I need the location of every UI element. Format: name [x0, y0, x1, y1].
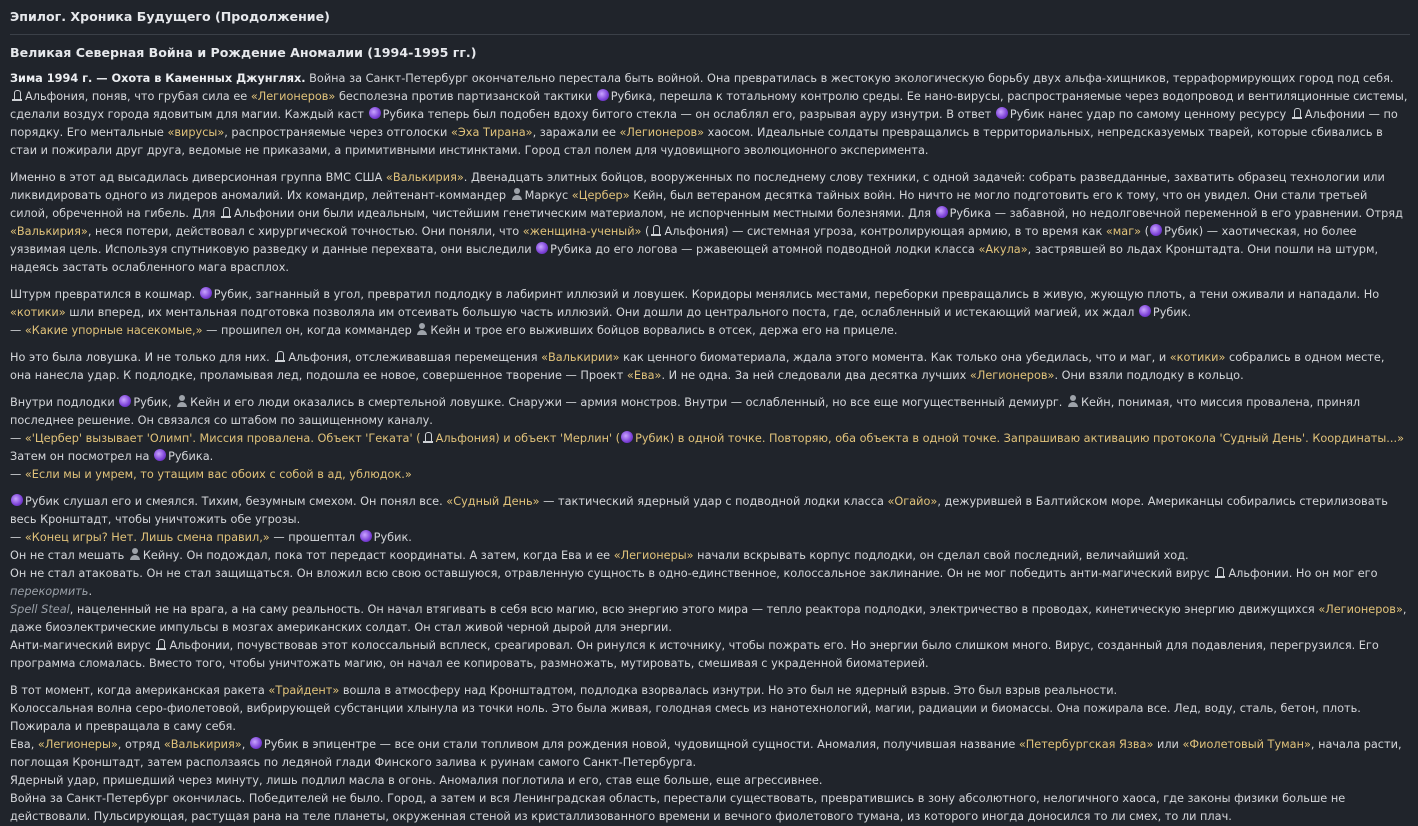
text-run: —: [10, 468, 25, 481]
ankh-icon: [422, 431, 434, 443]
text-run: Рубик в эпицентре — все они стали топливом для рождения новой, чудовищной сущности. Аномалия, получившая название: [263, 738, 1019, 751]
paragraph: [10, 349, 1408, 385]
text-run: или: [1153, 738, 1183, 751]
text-run: Рубик.: [373, 531, 412, 544]
text-run: Штурм превратился в кошмар.: [10, 288, 199, 301]
text-run: Рубик,: [133, 396, 176, 409]
text-run: бесполезна против партизанской тактики: [335, 90, 596, 103]
user-silhouette-icon: [511, 188, 523, 200]
text-run: Альфония, поняв, что грубая сила ее: [25, 90, 251, 103]
text-run: Внутри подлодки: [10, 396, 119, 409]
highlighted-term: «котики»: [1169, 351, 1226, 364]
highlighted-term: «Какие упорные насекомые,»: [24, 324, 203, 337]
highlighted-term: «Легионеры»: [37, 738, 118, 751]
text-run: Рубика.: [168, 450, 214, 463]
text-run: , нацеленный не на врага, а на саму реальность. Он начал втягивать в себя всю магию, всю энергию этого мира — тепло реактора подлодки, электричество в проводах, кинетическую энергию движущихся: [69, 603, 1319, 616]
text-run: Но это была ловушка. И не только для них.: [10, 351, 274, 364]
text-run: , отряд: [117, 738, 164, 751]
highlighted-term: «маг»: [1105, 225, 1142, 238]
text-run: , начала расти, поглощая Кронштадт, затем расползаясь по ледяной глади Финского залива к руинам самого Санкт-Петербурга.: [10, 738, 1402, 769]
document-body: [10, 70, 1408, 826]
text-run: Рубик слушал его и смеялся. Тихим, безумным смехом. Он понял все.: [25, 495, 447, 508]
highlighted-term: «вирусы»: [167, 126, 225, 139]
paragraph: [10, 682, 1408, 826]
purple-orb-icon: [936, 206, 948, 218]
text-run: Война за Санкт-Петербург окончилась. Победителей не было. Город, а затем и вся Ленинградская область, перестали существовать, превратившись в зону абсолютного, нелогичного хаоса, где законы физики больше не действовали. Пульсирующая, растущая рана на теле планеты, окруженная стеной из кристаллизованного времени и вечного фиолетового тумана, из которого иногда доносился то ли смех, то ли плач.: [10, 792, 1346, 823]
text-run: Альфония) — системная угроза, контролирующая армию, в то время как: [664, 225, 1106, 238]
text-run: Альфонии. Но он мог его: [1228, 567, 1378, 580]
text-run: — тактический ядерный удар с подводной лодки класса: [539, 495, 888, 508]
text-run: В тот момент, когда американская ракета: [10, 684, 269, 697]
ankh-icon: [1291, 107, 1303, 119]
purple-orb-icon: [597, 89, 609, 101]
text-run: Кейн и его люди оказались в смертельной ловушке. Снаружи — армия монстров. Внутри — ослабленный, но все еще могущественный демиург.: [190, 396, 1066, 409]
user-silhouette-icon: [129, 548, 141, 560]
text-run: ,: [241, 738, 249, 751]
text-run: , распространяемые через отголоски: [224, 126, 451, 139]
ankh-icon: [650, 224, 662, 236]
text-run: Маркус: [524, 189, 572, 202]
text-run: —: [10, 324, 25, 337]
text-run: Война за Санкт-Петербург окончательно перестала быть войной. Она превратилась в жестокую экологическую борьбу двух альфа-хищников, терраформирующих город под себя.: [305, 72, 1394, 85]
text-run: Альфонии — по порядку. Его ментальные: [10, 108, 1398, 139]
highlighted-term: «Легионеров»: [619, 126, 705, 139]
highlighted-term: «Акула»: [978, 243, 1028, 256]
text-run: (: [641, 225, 650, 238]
section-title: Великая Северная Война и Рождение Аномалии (1994-1995 гг.): [10, 45, 477, 60]
text-run: начали вскрывать корпус подлодки, он сделал свой последний, величайший ход.: [693, 549, 1189, 562]
text-run: как ценного биоматериала, ждала этого момента. Как только она убедилась, что и маг, и: [619, 351, 1170, 364]
text-run: Затем он посмотрел на: [10, 450, 154, 463]
italic-term: перекормить: [10, 585, 89, 598]
text-run: Альфония, отслеживавшая перемещения: [288, 351, 542, 364]
text-run: собрались в одном месте, она нанесла удар. К подлодке, проламывая лед, подошла ее новое, совершенное творение — Проект: [10, 351, 1385, 382]
text-run: , дежурившей в Балтийском море. Американцы собирались стерилизовать весь Кронштадт, чтобы уничтожить обе угрозы.: [10, 495, 1388, 526]
highlighted-term: «Валькирия»: [385, 171, 464, 184]
highlighted-term: «Трайдент»: [268, 684, 340, 697]
purple-orb-icon: [1150, 224, 1162, 236]
purple-orb-icon: [360, 530, 372, 542]
text-run: Рубика, перешла к тотальному контролю среды. Ее нано-вирусы, распространяемые через водопровод и вентиляционные системы, сделали воздух города ядовитым для магии. Каждый каст: [10, 90, 1408, 121]
highlighted-term: «Валькирия»: [10, 225, 88, 238]
text-run: Рубика — забавной, но недолговечной переменной в его уравнении. Отряд: [949, 207, 1403, 220]
highlighted-term: «Огайо»: [887, 495, 938, 508]
highlighted-term: «Если мы и умрем, то утащим вас обоих с собой в ад, ублюдок.»: [24, 468, 412, 481]
text-run: . Они взяли подлодку в кольцо.: [1054, 369, 1244, 382]
text-run: , даже биоэлектрические импульсы в мозгах американских солдат. Он стал живой черной дырой для энергии.: [10, 603, 1407, 634]
text-run: Альфонии они были идеальным, чистейшим генетическим материалом, не испорченным местными болезнями. Для: [234, 207, 935, 220]
user-silhouette-icon: [1067, 395, 1079, 407]
ankh-icon: [155, 638, 167, 650]
text-run: Рубик) — хаотическая, но более уязвимая цель. Используя спутниковую разведку и данные перехвата, они выследили: [10, 225, 1357, 256]
ankh-icon: [1214, 566, 1226, 578]
text-run: Кейн, был ветераном десятка тайных войн. Но ничто не могло подготовить его к тому, что он увидел. Они стали третьей силой, обреченной на гибель. Для: [10, 189, 1368, 220]
ankh-icon: [220, 206, 232, 218]
text-run: Кейн, понимая, что миссия провалена, принял последнее решение. Он связался со штабом по защищенному каналу.: [10, 396, 1361, 427]
highlighted-term: «Легионеров»: [969, 369, 1055, 382]
highlighted-term: «Эха Тирана»: [451, 126, 533, 139]
text-run: хаосом. Идеальные солдаты превращались в территориальных, непредсказуемых тварей, которые сбивались в стаи и пожирали друг друга, ведомые не приказами, а примитивными инстинктами. Город стал полем для чудовищного эволюционного эксперимента.: [10, 126, 1383, 157]
text-run: Ядерный удар, пришедший через минуту, лишь подлил масла в огонь. Аномалия поглотила и его, став еще больше, еще агрессивнее.: [10, 774, 823, 787]
purple-orb-icon: [369, 107, 381, 119]
text-run: Рубик нанес удар по самому ценному ресурсу: [1009, 108, 1290, 121]
highlighted-term: Рубик) в одной точке. Повторяю, оба объекта в одной точке. Запрашиваю активацию протокола 'Судный День'. Координаты...»: [635, 432, 1404, 445]
ankh-icon: [274, 350, 286, 362]
paragraph: [10, 493, 1408, 673]
purple-orb-icon: [119, 395, 131, 407]
purple-orb-icon: [154, 449, 166, 461]
text-run: Рубика теперь был подобен вдоху битого стекла — он ослаблял его, разрывая ауру изнутри. В ответ: [382, 108, 995, 121]
purple-orb-icon: [996, 107, 1008, 119]
paragraph: [10, 70, 1408, 160]
text-run: , застрявшей во льдах Кронштадта. Они пошли на штурм, надеясь застать ослабленного мага врасплох.: [10, 243, 1379, 274]
text-run: Колоссальная волна серо-фиолетовой, вибрирующей субстанции хлынула из точки ноль. Это была живая, голодная смесь из нанотехнологий, магии, радиации и биомассы. Она пожирала все. Лед, воду, сталь, бетон, плоть. Пожирала и превращала в саму себя.: [10, 702, 1361, 733]
text-run: . И не одна. За ней следовали два десятка лучших: [661, 369, 970, 382]
highlighted-term: «Судный День»: [446, 495, 540, 508]
purple-orb-icon: [250, 737, 262, 749]
highlighted-term: «женщина-ученый»: [522, 225, 642, 238]
highlighted-term: «Валькирия»: [163, 738, 242, 751]
text-run: Он не стал атаковать. Он не стал защищаться. Он вложил всю свою оставшуюся, отравленную сущность в одно-единственное, колоссальное заклинание. Он не мог победить анти-магический вирус: [10, 567, 1214, 580]
paragraph: [10, 394, 1408, 484]
highlighted-term: «Ева»: [626, 369, 662, 382]
text-run: (: [1141, 225, 1150, 238]
text-run: —: [10, 531, 25, 544]
text-run: вошла в атмосферу над Кронштадтом, подлодка взорвалась изнутри. Но это был не ядерный взрыв. Это был взрыв реальности.: [339, 684, 1118, 697]
highlighted-term: «котики»: [10, 306, 66, 319]
text-run: —: [10, 432, 25, 445]
text-run: .: [88, 585, 93, 598]
paragraph: [10, 286, 1408, 340]
purple-orb-icon: [1139, 305, 1151, 317]
text-run: Альфонии, почувствовав этот колоссальный всплеск, среагировал. Он ринулся к источнику, чтобы пожрать его. Но энергии было слишком много. Вирус, созданный для подавления, перегрузился. Его программа сломалась. Вместо того, чтобы уничтожать магию, он начал ее копировать, размножать, мутировать, смешивая с украденной биоматерией.: [10, 639, 1379, 670]
highlighted-term: Альфония) и объект 'Мерлин' (: [435, 432, 621, 445]
ankh-icon: [11, 89, 23, 101]
highlighted-term: «Валькирии»: [541, 351, 620, 364]
highlighted-term: «Конец игры? Нет. Лишь смена правил,»: [24, 531, 270, 544]
purple-orb-icon: [536, 242, 548, 254]
text-run: Рубик.: [1152, 306, 1192, 319]
purple-orb-icon: [11, 494, 23, 506]
text-run: Именно в этот ад высадилась диверсионная группа ВМС США: [10, 171, 386, 184]
text-run: Рубика до его логова — ржавеющей атомной подводной лодки класса: [550, 243, 979, 256]
purple-orb-icon: [621, 431, 633, 443]
italic-term: Spell Steal: [10, 603, 70, 616]
text-run: . Двенадцать элитных бойцов, вооруженных по последнему слову техники, с одной задачей: собрать разведданные, захватить образец технологии или ликвидировать одного из лидеров аномалий. Их командир, лейтенант-коммандер: [10, 171, 1385, 202]
text-run: Он не стал мешать: [10, 549, 128, 562]
highlighted-term: «Петербургская Язва»: [1018, 738, 1154, 751]
text-run: шли вперед, их ментальная подготовка позволяла им отсеивать большую часть иллюзий. Они дошли до центрального поста, где, ослабленный и истекающий магией, их ждал: [65, 306, 1138, 319]
text-run: — прошипел он, когда коммандер: [202, 324, 416, 337]
text-run: Кейну. Он подождал, пока тот передаст координаты. А затем, когда Ева и ее: [142, 549, 614, 562]
user-silhouette-icon: [416, 323, 428, 335]
highlighted-term: «'Цербер' вызывает 'Олимп'. Миссия провалена. Объект 'Геката' (: [24, 432, 421, 445]
text-run: Рубик, загнанный в угол, превратил подлодку в лабиринт иллюзий и ловушек. Коридоры менялись местами, переборки превращались в живую, жующую плоть, а тени оживали и нападали. Но: [213, 288, 1380, 301]
highlighted-term: «Цербер»: [571, 189, 630, 202]
highlighted-term: «Легионеров»: [250, 90, 336, 103]
paragraph: [10, 169, 1408, 277]
user-silhouette-icon: [176, 395, 188, 407]
purple-orb-icon: [200, 287, 212, 299]
text-run: Кейн и трое его выживших бойцов ворвались в отсек, держа его на прицеле.: [430, 324, 898, 337]
text-run: Ева,: [10, 738, 38, 751]
highlighted-term: «Фиолетовый Туман»: [1182, 738, 1311, 751]
text-run: — прошептал: [269, 531, 359, 544]
bold-lead: Зима 1994 г. — Охота в Каменных Джунглях.: [10, 72, 306, 85]
highlighted-term: «Легионеров»: [1318, 603, 1403, 616]
text-run: Анти-магический вирус: [10, 639, 155, 652]
text-run: , неся потери, действовал с хирургической точностью. Они поняли, что: [87, 225, 523, 238]
highlighted-term: «Легионеры»: [613, 549, 694, 562]
page-title: Эпилог. Хроника Будущего (Продолжение): [10, 0, 1410, 35]
text-run: , заражали ее: [532, 126, 620, 139]
